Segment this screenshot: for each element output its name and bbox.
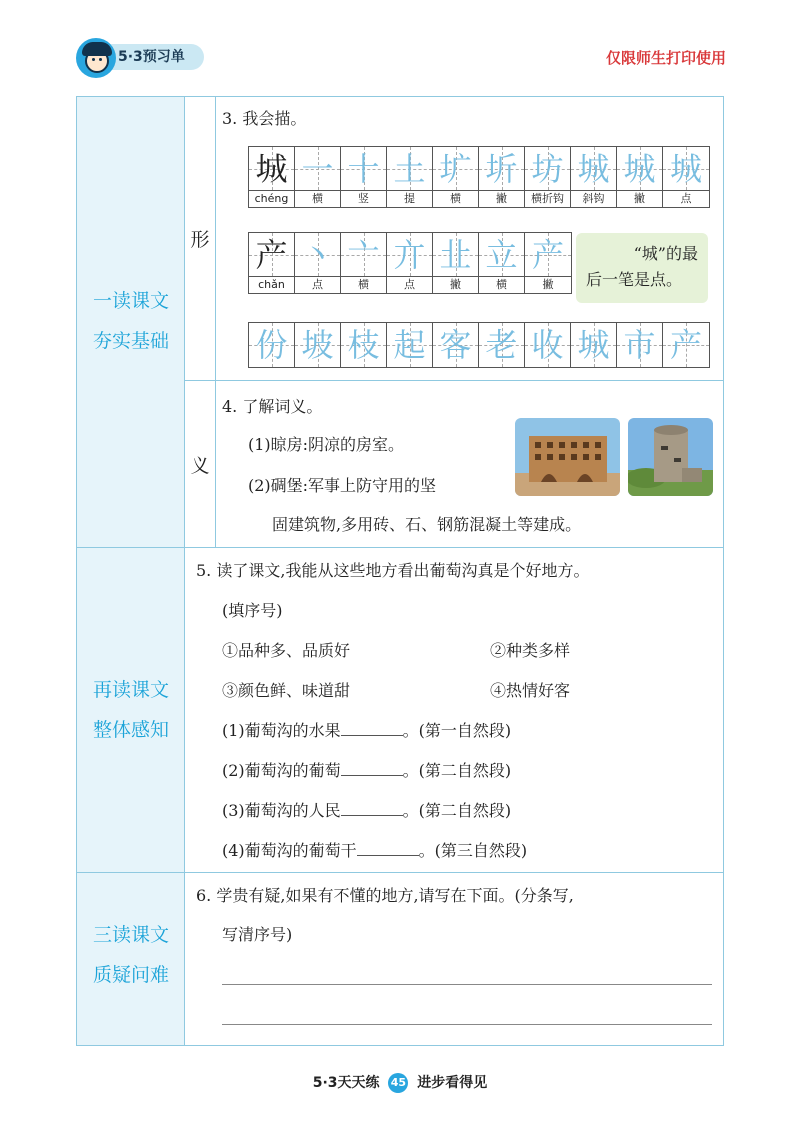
q5-option-2: ②种类多样 — [490, 641, 571, 660]
q5-blank-1-ref: 。(第一自然段) — [402, 721, 512, 740]
trace-cell — [525, 323, 571, 367]
trace-char: 枝 — [347, 326, 380, 364]
chan-stroke-name: 点 — [404, 278, 415, 291]
q5-answer-blank-3[interactable] — [341, 801, 403, 816]
chan-cell — [295, 233, 341, 293]
chan-model-char: 产 — [255, 236, 288, 274]
chan-stroke-name: 横 — [496, 278, 507, 291]
cheng-stroke-char: 一 — [301, 150, 334, 188]
trace-cell — [663, 323, 709, 367]
q5-blank-row-4 — [222, 838, 527, 861]
sub-label-meaning: 义 — [190, 455, 210, 477]
chan-stroke-name: 撇 — [542, 278, 554, 291]
q5-answer-blank-1[interactable] — [341, 721, 403, 736]
trace-char: 起 — [393, 326, 426, 364]
trace-char: 产 — [669, 326, 702, 364]
cheng-stroke-name: 点 — [680, 192, 692, 205]
q5-blank-4-ref: 。(第三自然段) — [418, 841, 528, 860]
cheng-cell — [617, 147, 663, 207]
chan-stroke-char: 产 — [531, 236, 564, 274]
q5-title: 5. 读了课文,我能从这些地方看出葡萄沟真是个好地方。 — [196, 561, 590, 580]
q5-subtitle: (填序号) — [222, 601, 283, 620]
chan-stroke-char: 㐀 — [439, 236, 472, 274]
cheng-cell — [525, 147, 571, 207]
q3-title: 3. 我会描。 — [222, 109, 307, 128]
q6-answer-line-1[interactable] — [222, 984, 712, 985]
cheng-pinyin: chéng — [254, 192, 289, 205]
q5-blank-3-prompt: (3)葡萄沟的人民 — [222, 801, 341, 820]
q5-blank-2-prompt: (2)葡萄沟的葡萄 — [222, 761, 341, 780]
cheng-stroke-name: 提 — [404, 192, 415, 205]
cheng-cell — [249, 147, 295, 207]
trace-cell — [295, 323, 341, 367]
chan-stroke-char: 亠 — [347, 236, 380, 274]
cheng-stroke-char: 十 — [347, 150, 380, 188]
tip-note-line1: “城”的最 — [633, 244, 698, 263]
q5-blank-row-3 — [222, 798, 511, 821]
q6-title-line2: 写清序号) — [222, 925, 293, 944]
header-badge: 5·3预习单 — [96, 44, 204, 70]
cheng-stroke-name: 横 — [450, 192, 461, 205]
chan-cell — [479, 233, 525, 293]
cheng-stroke-name: 斜钩 — [582, 192, 605, 205]
cheng-stroke-char: 城 — [577, 150, 610, 188]
tip-note — [576, 233, 708, 303]
q5-answer-blank-4[interactable] — [357, 841, 419, 856]
chan-stroke-name: 撇 — [450, 278, 461, 291]
chan-cell — [433, 233, 479, 293]
q5-option-4: ④热情好客 — [490, 681, 571, 700]
q5-blank-row-1 — [222, 718, 511, 741]
cheng-model-char: 城 — [255, 150, 288, 188]
section-2-title-line2: 整体感知 — [92, 719, 169, 741]
trace-char: 老 — [485, 326, 518, 364]
q5-answer-blank-2[interactable] — [341, 761, 403, 776]
stroke-grid-cheng — [248, 146, 710, 208]
cheng-stroke-char: 城 — [669, 150, 702, 188]
trace-cell — [249, 323, 295, 367]
cheng-cell — [663, 147, 709, 207]
section-1-title-line2: 夯实基础 — [92, 330, 169, 352]
mascot-avatar-icon — [76, 38, 116, 78]
trace-cell — [387, 323, 433, 367]
print-notice: 仅限师生打印使用 — [605, 49, 726, 67]
q5-blank-2-ref: 。(第二自然段) — [402, 761, 512, 780]
cheng-stroke-name: 竖 — [358, 192, 369, 205]
cheng-cell — [387, 147, 433, 207]
chan-stroke-char: 亣 — [393, 236, 426, 274]
q4-item2-line1: (2)碉堡:军事上防守用的坚 — [248, 476, 437, 495]
trace-char: 坡 — [301, 326, 334, 364]
stroke-grid-chan — [248, 232, 572, 294]
chan-pinyin: chǎn — [258, 278, 285, 291]
q5-blank-1-prompt: (1)葡萄沟的水果 — [222, 721, 341, 740]
chan-cell — [249, 233, 295, 293]
section-1-title-line1: 一读课文 — [92, 290, 169, 312]
q5-option-1: ①品种多、品质好 — [222, 641, 351, 660]
page-number: 45 — [388, 1073, 408, 1093]
footer-brand: 5·3天天练 — [312, 1075, 380, 1091]
cheng-stroke-char: 坊 — [531, 150, 564, 188]
cheng-stroke-char: 城 — [623, 150, 656, 188]
q6-answer-line-2[interactable] — [222, 1024, 712, 1025]
trace-char: 客 — [439, 326, 472, 364]
cheng-stroke-char: 圹 — [439, 150, 472, 188]
q4-title: 4. 了解词义。 — [222, 397, 323, 416]
cheng-stroke-name: 横折钩 — [531, 192, 564, 205]
section-3-title-line2: 质疑问难 — [92, 964, 169, 986]
trace-cell — [479, 323, 525, 367]
cheng-stroke-char: 土 — [393, 150, 426, 188]
cheng-cell — [341, 147, 387, 207]
q5-blank-4-prompt: (4)葡萄沟的葡萄干 — [222, 841, 357, 860]
cheng-stroke-name: 撇 — [634, 192, 645, 205]
drying-house-photo — [515, 418, 620, 496]
chan-stroke-char: 立 — [485, 236, 518, 274]
cheng-cell — [433, 147, 479, 207]
trace-cell — [433, 323, 479, 367]
trace-char: 城 — [577, 326, 610, 364]
q5-option-3: ③颜色鲜、味道甜 — [222, 681, 351, 700]
sub-label-form: 形 — [190, 229, 210, 251]
cheng-cell — [571, 147, 617, 207]
trace-char: 市 — [623, 326, 656, 364]
chan-stroke-name: 横 — [358, 278, 369, 291]
trace-cell — [341, 323, 387, 367]
chan-stroke-name: 点 — [312, 278, 323, 291]
cheng-stroke-name: 撇 — [496, 192, 507, 205]
cheng-stroke-char: 圻 — [485, 150, 518, 188]
footer-slogan: 进步看得见 — [417, 1075, 488, 1091]
trace-cell — [617, 323, 663, 367]
section-label-column — [77, 97, 185, 1045]
chan-cell — [525, 233, 571, 293]
blockhouse-photo — [628, 418, 713, 496]
q5-blank-3-ref: 。(第二自然段) — [402, 801, 512, 820]
chan-cell — [387, 233, 433, 293]
chan-stroke-char: 丶 — [301, 236, 334, 274]
footer — [0, 1072, 800, 1093]
section-3-title-line1: 三读课文 — [92, 924, 169, 946]
q5-blank-row-2 — [222, 758, 511, 781]
trace-char: 收 — [531, 326, 564, 364]
section-2-title-line1: 再读课文 — [92, 679, 169, 701]
trace-cell — [571, 323, 617, 367]
q4-item1: (1)晾房:阴凉的房室。 — [248, 435, 405, 454]
chan-cell — [341, 233, 387, 293]
cheng-cell — [295, 147, 341, 207]
q4-item2-line2: 固建筑物,多用砖、石、钢筋混凝土等建成。 — [272, 515, 582, 534]
tip-note-line2: 后一笔是点。 — [586, 270, 683, 289]
trace-char: 份 — [255, 326, 288, 364]
q6-title-line1: 6. 学贵有疑,如果有不懂的地方,请写在下面。(分条写, — [196, 886, 574, 905]
cheng-stroke-name: 横 — [312, 192, 323, 205]
trace-grid-words — [248, 322, 710, 368]
cheng-cell — [479, 147, 525, 207]
